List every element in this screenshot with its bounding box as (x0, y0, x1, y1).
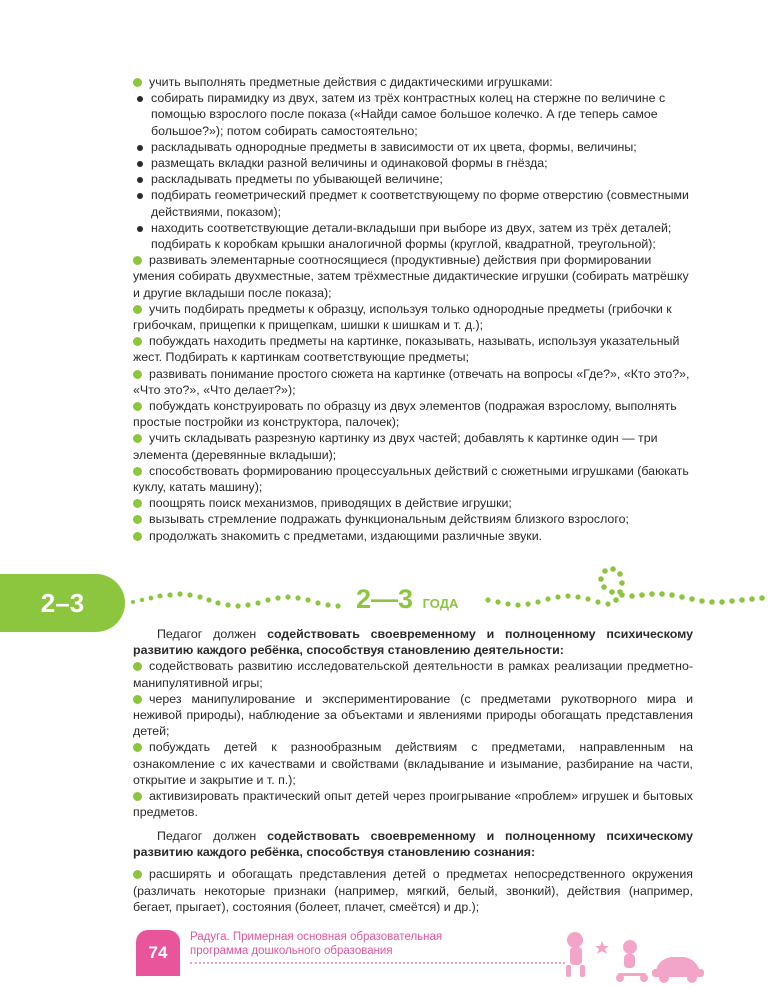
consciousness-block (133, 828, 693, 915)
bullet-icon (133, 256, 142, 265)
list-item: побуждать детей к разнообразным действиям с предметами, направленным на ознакомление с их качествами и свойствами (вкладывание и изымание, разбирание на части, открытие и закрытие и т. п.); (133, 740, 693, 787)
top-list (133, 74, 693, 544)
bullet-icon (133, 695, 142, 704)
bullet-icon (133, 870, 142, 879)
list-item: вызывать стремление подражать функциональным действиям близкого взрослого; (133, 511, 693, 527)
footer-divider (190, 962, 565, 964)
bullet-icon (133, 743, 142, 752)
list-item: расширять и обогащать представления детей о предметах непосредственного окружения (различать некоторые признаки (например, мягкий, белый, звонкий), действия (например, бегает, прыгает), состояния (болеет, плачет, смеётся) и др.); (133, 867, 693, 914)
block-intro: Педагог должен содействовать своевременному и полноценному психическому развитию каждого ребёнка, способствуя становлению деятельности: (133, 627, 693, 658)
list-item: содействовать развитию исследовательской деятельности в рамках реализации предметно-манипулятивной игры; (133, 659, 693, 690)
bullet-icon (133, 662, 142, 671)
list-item: продолжать знакомить с предметами, издающими различные звуки. (133, 528, 693, 544)
bullet-icon (137, 161, 143, 167)
footer-title (190, 930, 510, 958)
bullet-icon (133, 305, 142, 314)
bullet-icon (133, 467, 142, 476)
page-number: 74 (136, 930, 180, 976)
footer-line-2: программа дошкольного образования (190, 945, 393, 957)
bullet-icon (137, 177, 143, 183)
list-item: побуждать находить предметы на картинке, показывать, называть, используя указательный жест. Подбирать к картинкам соответствующие предметы; (133, 334, 680, 365)
list-item: поощрять поиск механизмов, приводящих в действие игрушки; (133, 495, 693, 511)
list-item: учить подбирать предметы к образцу, используя только однородные предметы (грибочки к грибочкам, прищепки к прищепкам, шишки к шишкам и т. д.); (133, 301, 672, 333)
activity-block (133, 626, 693, 820)
list-item: развивать элементарные соотносящиеся (продуктивные) действия при формировании умения собирать двухместные, затем трёхместные дидактические игрушки (собирать матрёшку и другие вкладыши после показа); (133, 253, 689, 300)
bullet-icon (133, 792, 142, 801)
list-item: учить выполнять предметные действия с дидактическими игрушками: (133, 74, 693, 90)
bullet-icon (137, 193, 143, 199)
bullet-icon (137, 226, 143, 232)
bullet-icon (133, 370, 142, 379)
bullet-icon (133, 515, 142, 524)
list-item: через манипулирование и экспериментирование (с предметами рукотворного мира и неживой природы), наблюдение за объектами и явлениями природы обогащать представления детей; (133, 691, 693, 739)
sub-item: подбирать геометрический предмет к соответствующему по форме отверстию (совместными действиями, показом); (133, 187, 693, 219)
sub-item: размещать вкладки разной величины и одинаковой формы в гнёзда; (133, 155, 693, 171)
section-title (356, 584, 458, 615)
age-tab: 2–3 (0, 574, 125, 632)
list-item: способствовать формированию процессуальных действий с сюжетными игрушками (баюкать куклу, катать машину); (133, 463, 689, 495)
bullet-icon (133, 499, 142, 508)
section-title-age: 2—3 (356, 584, 414, 614)
list-item: активизировать практический опыт детей через проигрывание «проблем» игрушек и бытовых предметов. (133, 789, 693, 820)
section-title-suffix: ГОДА (422, 596, 459, 611)
kids-illustration-icon (560, 925, 710, 985)
block-intro: Педагог должен содействовать своевременному и полноценному психическому развитию каждого ребёнка, способствуя становлению сознания: (133, 829, 693, 860)
sub-item: собирать пирамидку из двух, затем из трёх контрастных колец на стержне по величине с помощью взрослого после показа («Найди самое большое колечко. А где теперь самое большое?»); потом собирать самостоятельно; (133, 90, 693, 139)
bullet-icon (137, 96, 143, 102)
bullet-icon (133, 78, 142, 87)
bullet-icon (133, 337, 142, 346)
sub-item: раскладывать однородные предметы в зависимости от их цвета, формы, величины; (133, 139, 693, 155)
bullet-icon (137, 145, 143, 151)
sub-item: раскладывать предметы по убывающей величине; (133, 171, 693, 187)
footer-line-1: Радуга. Примерная основная образовательная (190, 931, 443, 943)
list-item: развивать понимание простого сюжета на картинке (отвечать на вопросы «Где?», «Кто это?», «Что это?», «Что делает?»); (133, 366, 690, 397)
bullet-icon (133, 402, 142, 411)
sub-item: находить соответствующие детали-вкладыши при выборе из двух, затем из трёх деталей; подбирать к коробкам крышки аналогичной формы (круглой, квадратной, треугольной); (133, 220, 693, 252)
list-item: побуждать конструировать по образцу из двух элементов (подражая взрослому, выполнять простые постройки из конструктора, палочек); (133, 399, 677, 430)
list-item: учить складывать разрезную картинку из двух частей; добавлять к картинке один — три элемента (деревянные вкладыши); (133, 431, 658, 462)
bullet-icon (133, 532, 142, 541)
bullet-icon (133, 434, 142, 443)
